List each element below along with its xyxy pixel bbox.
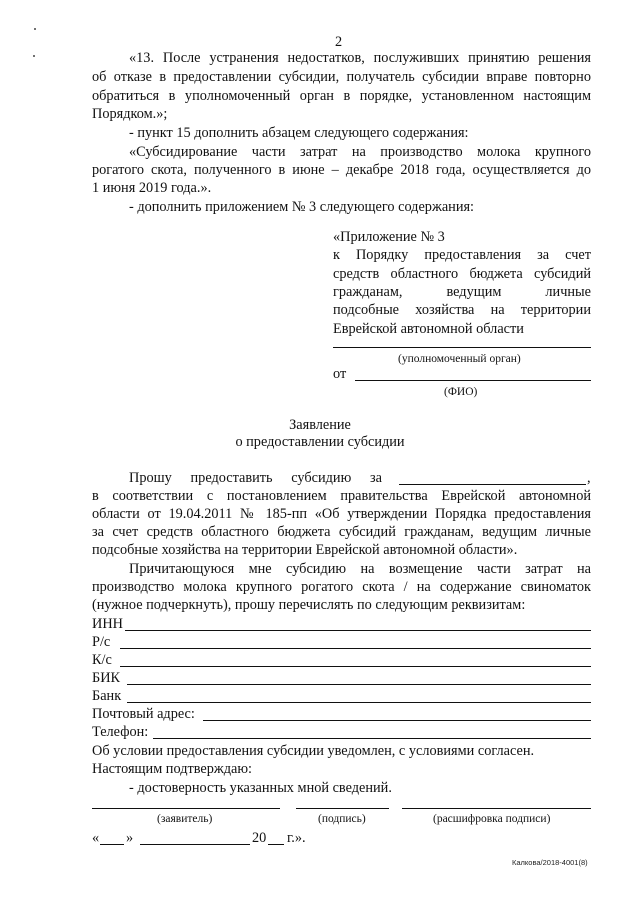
decode-line[interactable] (402, 808, 591, 809)
footer-code: Калкова/2018-4001(8) (512, 858, 588, 867)
address-field[interactable] (203, 720, 591, 721)
consent-line: Об условии предоставления субсидии уведомлен, с условиями согласен. (92, 743, 535, 759)
appendix-line: средств областного бюджета субсидий (333, 266, 591, 282)
intro-line: «Субсидирование части затрат на производство молока крупного (129, 144, 591, 160)
document-title: Заявление (289, 417, 351, 433)
page-number: 2 (335, 34, 343, 50)
applicant-line[interactable] (92, 808, 280, 809)
fio-caption: (ФИО) (444, 386, 478, 398)
rs-label: Р/с (92, 634, 111, 650)
subsidy-period-line (399, 484, 586, 485)
body-line: за счет средств областного бюджета субсидий гражданам, ведущим личные (92, 524, 591, 540)
year-field[interactable] (268, 844, 284, 845)
authority-caption: (уполномоченный орган) (398, 353, 521, 365)
signature-line[interactable] (296, 808, 389, 809)
intro-line: рогатого скота, полученного в июне – декабре 2018 года, осуществляется до (92, 162, 591, 178)
appendix-line: Еврейской автономной области (333, 321, 524, 337)
scan-speck (34, 28, 36, 30)
authority-line (333, 347, 591, 348)
phone-label: Телефон: (92, 724, 149, 740)
intro-line: обратиться в уполномоченный орган в порядке, установленном настоящим (92, 88, 591, 104)
bank-field[interactable] (127, 702, 591, 703)
date-close-quote: » (126, 830, 134, 846)
document-subtitle: о предоставлении субсидии (235, 434, 405, 450)
appendix-line: подсобные хозяйства на территории (333, 302, 591, 318)
body-line: области от 19.04.2011 № 185-пп «Об утверждении Порядка предоставления (92, 506, 591, 522)
intro-line: Порядком.»; (92, 106, 168, 122)
body-line: Причитающуюся мне субсидию на возмещение части затрат на (129, 561, 591, 577)
date-open-quote: « (92, 830, 100, 846)
inn-field[interactable] (125, 630, 591, 631)
fio-line (355, 380, 591, 381)
appendix-line: «Приложение № 3 (333, 229, 445, 245)
appendix-line: гражданам, ведущим личные (333, 284, 591, 300)
body-line: производство молока крупного рогатого скота / на содержание свиноматок (92, 579, 591, 595)
rs-field[interactable] (120, 648, 591, 649)
body-line: (нужное подчеркнуть), прошу перечислять по следующим реквизитам: (92, 597, 526, 613)
signature-caption: (подпись) (318, 813, 366, 825)
consent-line: Настоящим подтверждаю: (92, 761, 253, 777)
bank-label: Банк (92, 688, 122, 704)
address-label: Почтовый адрес: (92, 706, 195, 722)
day-field[interactable] (100, 844, 124, 845)
year-prefix: 20 (252, 830, 267, 846)
year-suffix: г.». (287, 830, 306, 846)
appendix-line: к Порядку предоставления за счет (333, 247, 591, 263)
applicant-caption: (заявитель) (157, 813, 213, 825)
body-line: подсобные хозяйства на территории Еврейской автономной области». (92, 542, 518, 558)
intro-line: - пункт 15 дополнить абзацем следующего содержания: (129, 125, 469, 141)
intro-line: - дополнить приложением № 3 следующего содержания: (129, 199, 475, 215)
decode-caption: (расшифровка подписи) (433, 813, 551, 825)
intro-line: «13. После устранения недостатков, послуживших принятию решения (129, 50, 591, 66)
from-label: от (333, 366, 347, 382)
consent-line: - достоверность указанных мной сведений. (129, 780, 392, 796)
body-line: Прошу предоставить субсидию за (129, 470, 382, 486)
body-line: в соответствии с постановлением правительства Еврейской автономной (92, 488, 591, 504)
ks-field[interactable] (120, 666, 591, 667)
intro-line: 1 июня 2019 года.». (92, 180, 212, 196)
inn-label: ИНН (92, 616, 123, 632)
bik-field[interactable] (127, 684, 591, 685)
body-comma: , (587, 470, 591, 486)
month-field[interactable] (140, 844, 250, 845)
phone-field[interactable] (153, 738, 591, 739)
scan-speck (33, 55, 35, 57)
bik-label: БИК (92, 670, 121, 686)
intro-line: об отказе в предоставлении субсидии, получатель субсидии вправе повторно (92, 69, 591, 85)
ks-label: К/с (92, 652, 112, 668)
